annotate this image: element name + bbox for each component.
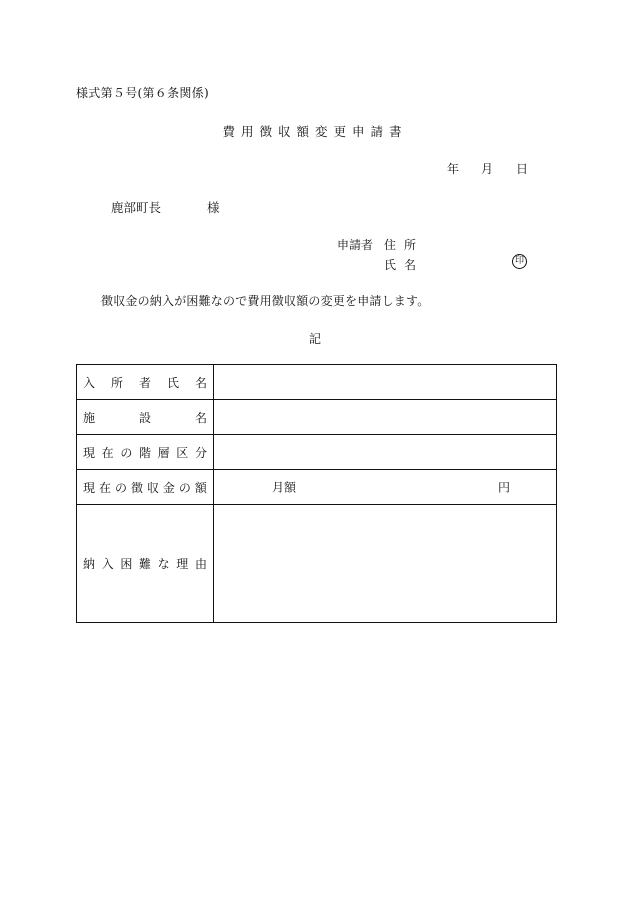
current-fee-field[interactable] xyxy=(214,470,557,505)
spread-label xyxy=(83,444,207,461)
date-day-label: 日 xyxy=(516,162,529,176)
label-char: 徴 xyxy=(130,480,143,495)
resident-name-field[interactable] xyxy=(214,365,557,400)
current-tier-field[interactable] xyxy=(214,435,557,470)
label-char: 由 xyxy=(194,557,207,571)
label-char: 入 xyxy=(83,375,96,390)
label-char: 設 xyxy=(138,410,151,425)
application-statement: 徴収金の納入が困難なので費用徴収額の変更を申請します。 xyxy=(101,294,430,308)
label-char: 階 xyxy=(138,445,151,460)
current-tier-label xyxy=(77,435,214,470)
spread-label xyxy=(83,374,207,391)
spread-label xyxy=(83,409,207,426)
label-char: 層 xyxy=(157,445,170,460)
label-char: の xyxy=(120,445,133,460)
label-char: 難 xyxy=(138,557,151,571)
label-char: 困 xyxy=(120,557,133,571)
label-char: 所 xyxy=(110,375,123,390)
date-month-label: 月 xyxy=(481,162,494,176)
label-char: 額 xyxy=(194,480,207,495)
label-char: の xyxy=(178,480,191,495)
label-char: 金 xyxy=(162,480,175,495)
label-char: 収 xyxy=(146,480,159,495)
table-row xyxy=(77,505,557,623)
label-char: 現 xyxy=(83,480,96,495)
applicant-label: 申請者 xyxy=(337,238,374,252)
label-char: 者 xyxy=(138,375,151,390)
resident-name-label xyxy=(77,365,214,400)
label-char: 施 xyxy=(83,410,96,425)
table-row xyxy=(77,400,557,435)
facility-name-label xyxy=(77,400,214,435)
ki-marker: 記 xyxy=(308,332,321,346)
table-row xyxy=(77,365,557,400)
monthly-amount-label: 月額 xyxy=(272,480,297,495)
label-char: 在 xyxy=(98,480,111,495)
label-char: 名 xyxy=(194,375,207,390)
facility-name-field[interactable] xyxy=(214,400,557,435)
label-char: 氏 xyxy=(166,375,179,390)
seal-mark: 印 xyxy=(512,254,527,269)
label-char: の xyxy=(114,480,127,495)
date-year-label: 年 xyxy=(447,162,460,176)
applicant-address-label: 住所 xyxy=(384,238,425,252)
application-table xyxy=(76,364,557,623)
label-char: 名 xyxy=(194,410,207,425)
current-fee-label xyxy=(77,470,214,505)
label-char: な xyxy=(157,557,170,571)
difficulty-reason-field[interactable] xyxy=(214,505,557,623)
label-char: 現 xyxy=(83,445,96,460)
label-char: 在 xyxy=(101,445,114,460)
label-char: 入 xyxy=(101,557,114,571)
spread-label xyxy=(83,479,207,496)
label-char: 分 xyxy=(194,445,207,460)
document-title: 費用徴収額変更申請書 xyxy=(222,124,408,139)
yen-unit: 円 xyxy=(498,480,511,495)
table-row xyxy=(77,470,557,505)
difficulty-reason-label xyxy=(77,505,214,623)
label-char: 納 xyxy=(83,557,96,571)
label-char: 理 xyxy=(176,557,189,571)
label-char: 区 xyxy=(176,445,189,460)
spread-label xyxy=(83,555,207,572)
applicant-name-label: 氏名 xyxy=(384,258,425,272)
table-row xyxy=(77,435,557,470)
addressee-honorific: 様 xyxy=(207,200,220,215)
addressee-name: 鹿部町長 xyxy=(111,200,162,215)
form-number: 様式第５号(第６条関係) xyxy=(76,86,209,100)
